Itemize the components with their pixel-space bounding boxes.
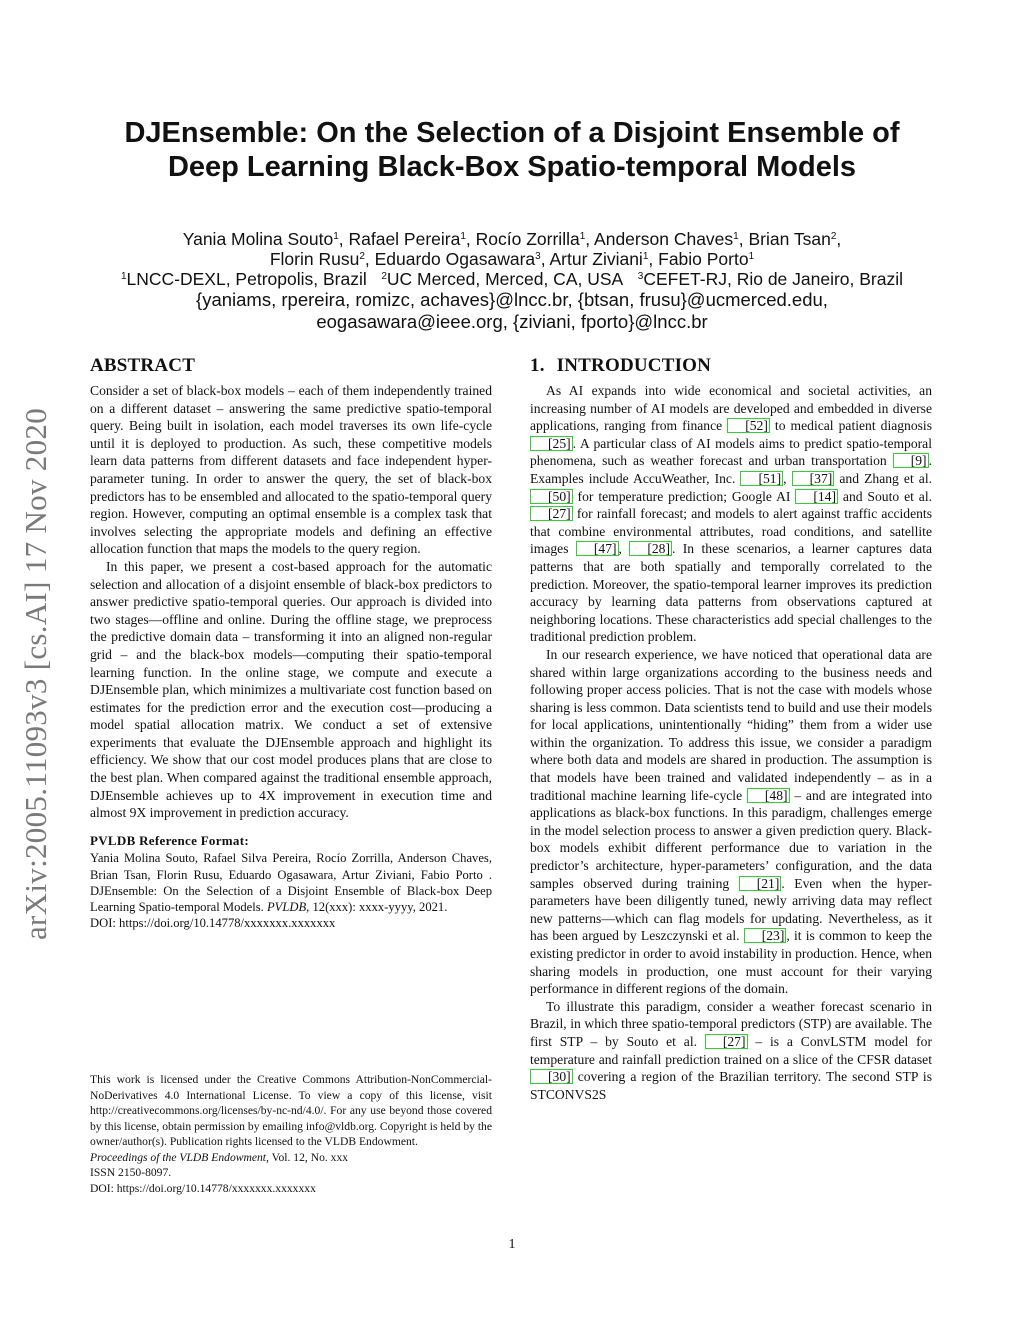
paper-title [60,116,964,184]
affiliation-mark: 3 [535,251,541,262]
citation-link[interactable]: [14] [795,489,838,504]
intro-paragraph-3: To illustrate this paradigm, consider a weather forecast scenario in Brazil, in which three spatio-temporal predictors (STP) are available. The first STP – by Souto et al. [27] – is a ConvLSTM model for temperature and rainfall prediction trained on a slice of the CFSR dataset [30] covering a region of the Brazilian territory. The second STP is STCONVS2S [530,998,932,1102]
email-line-2: eogasawara@ieee.org, {ziviani, fporto}@lncc.br [316,311,708,332]
author-name: Artur Ziviani [549,249,643,269]
affiliation-mark: 1 [579,231,586,242]
arxiv-identifier: arXiv:2005.11093v3 [cs.AI] 17 Nov 2020 [18,407,53,940]
affiliation-2: UC Merced, Merced, CA, USA [386,269,624,289]
affiliation-mark: 1 [642,251,649,262]
author-name: Anderson Chaves [594,229,734,249]
email-line-1: {yaniams, rpereira, romizc, achaves}@lncc.br, {btsan, frusu}@ucmerced.edu, [196,289,828,310]
author-line-1: Yania Molina Souto$^1$, Rafael Pereira$^1$, Rocío Zorrilla$^1$, Anderson Chaves$^1$, Brian Tsan$^2$, [182,229,842,249]
citation-link[interactable]: [25] [530,436,573,451]
author-name: Fabio Porto [658,249,749,269]
citation-link[interactable]: [30] [530,1069,573,1084]
citation-link[interactable]: [48] [747,788,790,803]
citation-link[interactable]: [37] [792,471,835,486]
license-text: This work is licensed under the Creative Commons Attribution-NonCommercial-NoDerivatives 4.0 International License. To view a copy of this license, visit http://creativecommons.org/licenses/by-nc-nd/4.0/. For any use beyond those covered by this license, obtain permission by emailing info@vldb.org. Copyright is held by the owner/author(s). Publication rights licensed to the VLDB Endowment. [90,1073,492,1148]
abstract-paragraph-2: In this paper, we present a cost-based approach for the automatic selection and allocation of a disjoint ensemble of black-box predictors to answer predictive spatio-temporal queries. Our approach is divided into two stages—offline and online. During the offline stage, we preprocess the predictive domain data – transforming it into an aligned non-regular grid – and the black-box models—computing their spatio-temporal learning function. In the online stage, we compute and execute a DJEnsemble plan, which minimizes a multivariate cost function based on estimates for the prediction error and the execution cost—producing a model spatial allocation matrix. We conduct a set of extensive experiments that evaluate the DJEnsemble approach and highlight its efficiency. We show that our cost model produces plans that are close to the best plan. When compared against the traditional ensemble approach, DJEnsemble achieves up to 4X improvement in execution time and almost 9X improvement in prediction accuracy. [90,558,492,821]
affiliation-mark: 1 [460,231,466,242]
author-block [60,228,964,288]
affiliations-line: $^1$LNCC-DEXL, Petropolis, Brazil $^2$UC Merced, Merced, CA, USA $^3$CEFET-RJ, Rio de Janeiro, Brazil [120,269,904,289]
proceedings-line: Proceedings of the VLDB Endowment, Vol. 12, No. xxx [90,1150,349,1164]
citation-link[interactable]: [23] [744,928,787,943]
citation-link[interactable]: [9] [893,453,929,468]
author-name: Rocío Zorrilla [475,229,580,249]
venue-name: PVLDB [266,900,307,915]
author-name: Florin Rusu [269,249,360,269]
title-line-2: Deep Learning Black-Box Spatio-temporal Models [167,151,857,183]
reference-format-text: Yania Molina Souto, Rafael Silva Pereira, Rocío Zorrilla, Anderson Chaves, Brian Tsan, Florin Rusu, Eduardo Ogasawara, Artur Ziviani, Fabio Porto . DJEnsemble: On the Selection of a Disjoint Ensemble of Black-box Deep Learning Spatio-temporal Models. PVLDB, 12(xxx): xxxx-yyyy, 2021. DOI: https://doi.org/10.14778/xxxxxxx.xxxxxxx [90,851,492,931]
abstract-heading: ABSTRACT [90,355,196,376]
affiliation-mark: 1 [733,231,739,242]
affiliation-mark: 1 [748,251,755,262]
citation-link[interactable]: [47] [576,541,619,556]
citation-link[interactable]: [28] [629,541,672,556]
intro-paragraph-2: In our research experience, we have noticed that operational data are shared within large organizations according to the business needs and following proper access policies. That is not the case with models whose sharing is less common. Data scientists tend to build and use their models for local applications, unintentionally “hiding” them from a wider use within the organization. To address this issue, we consider a paradigm where both data and models are shared in production. The assumption is that models have been trained and validated independently – as in a traditional machine learning life-cycle [48] – and are integrated into applications as black-box functions. In this paradigm, challenges emerge in the model selection process to answer a given prediction query. Black-box models exhibit different performance due to variation in the predictor’s architecture, hyper-parameters’ configuration, and the data samples observed during training [21] . Even when the hyper-parameters have been diligently tuned, newly arriving data may reflect new patterns—which can flag models for updating. Nevertheless, as it has been argued by Leszczynski et al. [23] , it is common to keep the existing predictor in order to avoid instability in production. Hence, when sharing models in production, one must account for their varying performance in different regions of the domain. [530,646,933,997]
title-line-1: DJEnsemble: On the Selection of a Disjoint Ensemble of [124,117,900,149]
author-name: Yania Molina Souto [182,229,334,249]
citation-link[interactable]: [21] [739,876,782,891]
author-name: Eduardo Ogasawara [374,249,536,269]
left-column [90,354,492,931]
reference-format-heading: PVLDB Reference Format: [90,832,249,848]
affiliation-mark: 2 [359,251,365,262]
right-column [530,354,932,1103]
affiliation-3: CEFET-RJ, Rio de Janeiro, Brazil [643,269,904,289]
issn: ISSN 2150-8097. [90,1166,172,1179]
citation-link[interactable]: [50] [530,489,573,504]
citation-link[interactable]: [27] [705,1034,748,1049]
license-doi: DOI: https://doi.org/10.14778/xxxxxxx.xxxxxxx [90,1181,316,1195]
reference-doi: DOI: https://doi.org/10.14778/xxxxxxx.xxxxxxx [90,916,336,931]
author-emails [60,289,964,333]
abstract-paragraph-1: Consider a set of black-box models – each of them independently trained on a different dataset – answering the same predictive spatio-temporal query. Being built in isolation, each model traverses its own life-cycle until it is deployed to production. As such, these competitive models learn data patterns from different datasets and face independent hyper-parameter tuning. In order to answer the query, the set of black-box predictors has to be ensembled and allocated to the spatio-temporal query region. However, computing an optimal ensemble is a complex task that involves selecting the appropriate models and defining an effective allocation function that maps the models to the query region. [90,383,492,557]
page-number: 1 [508,1237,516,1252]
citation-link[interactable]: [27] [530,506,573,521]
intro-paragraph-1: As AI expands into wide economical and societal activities, an increasing number of AI models are developed and embedded in diverse applications, ranging from finance [52] to medical patient diagnosis [25] . A particular class of AI models aims to predict spatio-temporal phenomena, such as weather forecast and urban transportation [9] . Examples include AccuWeather, Inc. [51] , [37] and Zhang et al. [50] for temperature prediction; Google AI [14] and Souto et al. [27] for rainfall forecast; and models to alert against traffic accidents that combine environmental attributes, road conditions, and satellite images [47] , [28] . In these scenarios, a learner captures data patterns that are both spatially and temporally correlated to the prediction. Moreover, the spatio-temporal learner improves its prediction accuracy by learning data patterns from observations captured at neighboring locations. These characteristics add special challenges to the traditional prediction problem. [530,383,933,645]
author-line-2: Florin Rusu$^2$, Eduardo Ogasawara$^3$, Artur Ziviani$^1$, Fabio Porto$^1$ [269,249,755,269]
citation-link[interactable]: [52] [727,418,770,433]
author-name: Brian Tsan [748,229,831,249]
license-footnote [90,1072,492,1196]
affiliation-1: LNCC-DEXL, Petropolis, Brazil [126,269,367,289]
introduction-heading: 1. INTRODUCTION [530,355,712,376]
author-name: Rafael Pereira [348,229,461,249]
affiliation-mark: 2 [830,231,837,242]
citation-link[interactable]: [51] [740,471,783,486]
affiliation-mark: 1 [333,231,339,242]
